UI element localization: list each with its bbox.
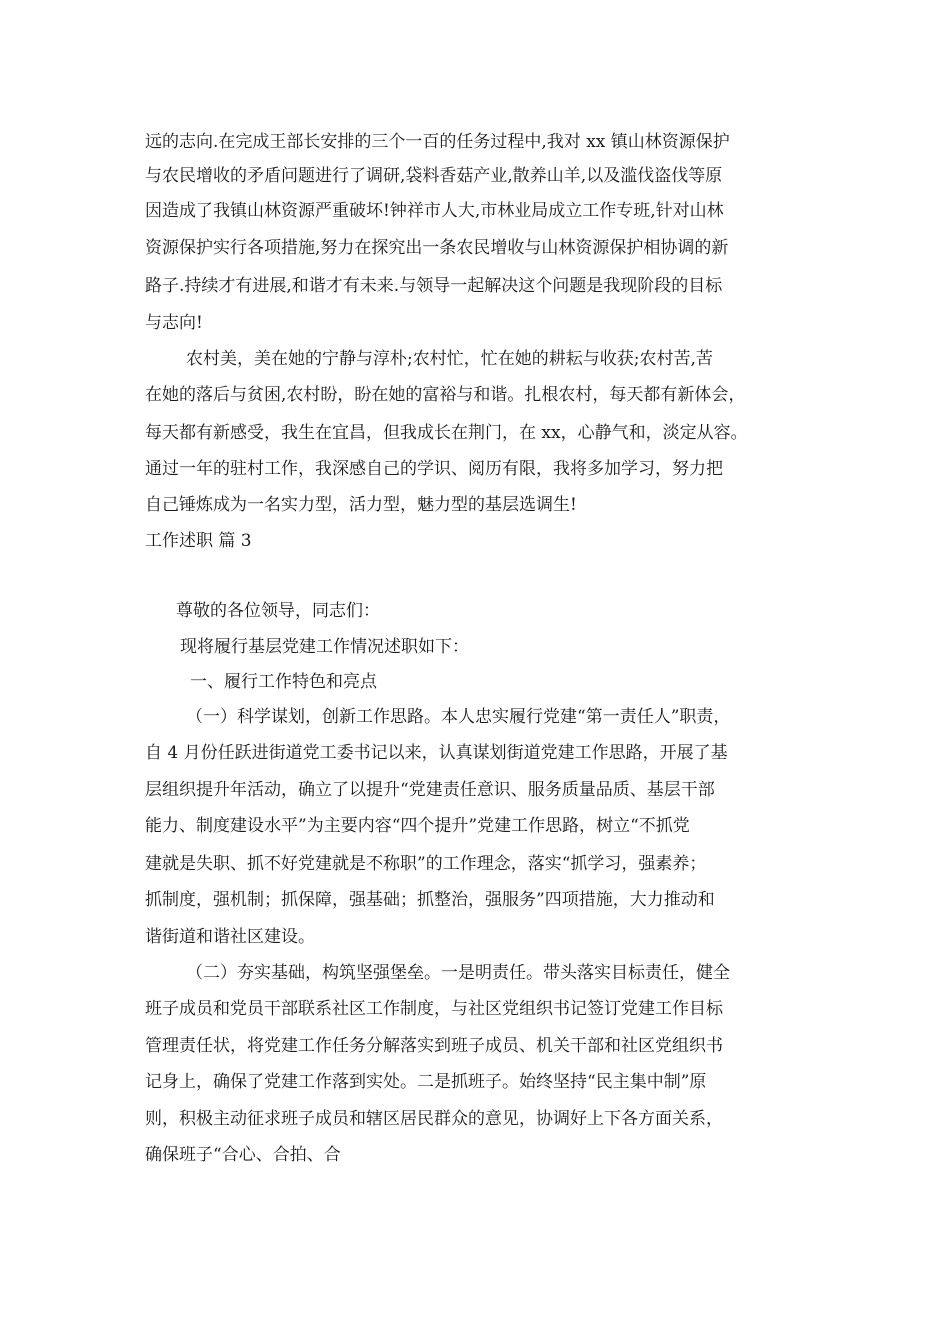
paragraph-line: 自 4 月份任跃进街道党工委书记以来，认真谋划街道党建工作思路，开展了基 [145, 743, 728, 763]
paragraph-line: 与农民增收的矛盾问题进行了调研,袋料香菇产业,散养山羊,以及滥伐盗伐等原 [145, 166, 723, 186]
paragraph-line: 资源保护实行各项措施,努力在探究出一条农民增收与山林资源保护相协调的新 [145, 238, 729, 258]
section-title: 一、履行工作特色和亮点 [190, 672, 377, 692]
paragraph-line: （一）科学谋划，创新工作思路。本人忠实履行党建“第一责任人”职责， [186, 707, 731, 727]
intro-line: 现将履行基层党建工作情况述职如下： [180, 637, 469, 657]
paragraph-line: 每天都有新感受，我生在宜昌，但我成长在荆门，在 xx，心静气和，淡定从容。 [145, 423, 748, 443]
paragraph-line: 谐街道和谐社区建设。 [145, 927, 315, 947]
paragraph-line: （二）夯实基础，构筑坚强堡垒。一是明责任。带头落实目标责任，健全 [186, 963, 730, 983]
paragraph-line: 在她的落后与贫困,农村盼，盼在她的富裕与和谐。扎根农村，每天都有新体会， [145, 385, 746, 405]
paragraph-line: 层组织提升年活动，确立了以提升“党建责任意识、服务质量品质、基层干部 [145, 780, 715, 800]
paragraph-line: 因造成了我镇山林资源严重破坏!钟祥市人大,市林业局成立工作专班,针对山林 [145, 201, 724, 221]
paragraph-line: 能力、制度建设水平”为主要内容“四个提升”党建工作思路，树立“不抓党 [145, 816, 690, 836]
section-heading: 工作述职 篇 3 [145, 531, 252, 551]
paragraph-line: 管理责任状，将党建工作任务分解落实到班子成员、机关干部和社区党组织书 [145, 1036, 723, 1056]
paragraph-line: 建就是失职、抓不好党建就是不称职”的工作理念，落实“抓学习，强素养； [145, 854, 707, 874]
paragraph-line: 远的志向.在完成王部长安排的三个一百的任务过程中,我对 xx 镇山林资源保护 [145, 132, 730, 152]
greeting: 尊敬的各位领导，同志们： [176, 601, 380, 621]
paragraph-line: 抓制度，强机制；抓保障，强基础；抓整治，强服务”四项措施，大力推动和 [145, 890, 715, 910]
paragraph-line: 班子成员和党员干部联系社区工作制度，与社区党组织书记签订党建工作目标 [145, 999, 723, 1019]
paragraph-line: 通过一年的驻村工作，我深感自己的学识、阅历有限，我将多加学习，努力把 [145, 459, 723, 479]
paragraph-line: 路子.持续才有进展,和谐才有未来.与领导一起解决这个问题是我现阶段的目标 [145, 276, 723, 296]
paragraph-line: 自己锤炼成为一名实力型，活力型，魅力型的基层选调生! [145, 495, 577, 515]
paragraph-line: 确保班子“合心、合拍、合 [145, 1145, 341, 1165]
paragraph-line: 则，积极主动征求班子成员和辖区居民群众的意见，协调好上下各方面关系， [145, 1109, 723, 1129]
paragraph-line: 与志向! [145, 313, 203, 333]
paragraph-line: 农村美，美在她的宁静与淳朴;农村忙，忙在她的耕耘与收获;农村苦,苦 [186, 349, 713, 369]
paragraph-line: 记身上，确保了党建工作落到实处。二是抓班子。始终坚持“民主集中制”原 [145, 1072, 707, 1092]
